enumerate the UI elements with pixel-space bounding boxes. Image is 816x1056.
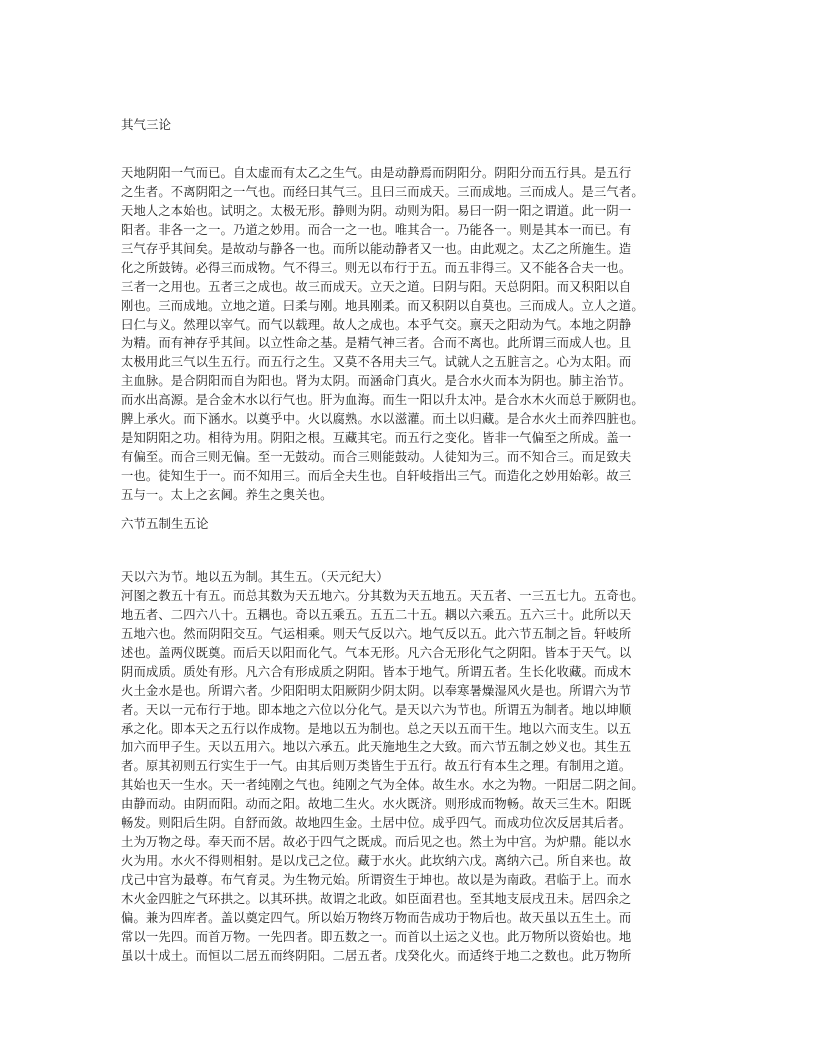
text-line: 阴而成质。质处有形。凡六合有形成质之阴阳。皆本于地气。所谓五者。生长化收藏。而成木 bbox=[121, 664, 632, 679]
text-line: 戊己中宫为最尊。布气育灵。为生物元始。所谓资生于坤也。故以是为南政。君临于上。而水 bbox=[121, 873, 632, 887]
text-line: 偏。兼为四库者。盖以奠定四气。所以始万物终万物而告成功于物后也。故天虽以五生土。而 bbox=[121, 910, 632, 925]
text-line: 者。天以一元布行于地。即本地之六位以分化气。是天以六为节也。所谓五为制者。地以坤顺 bbox=[121, 702, 632, 717]
text-line: 天地阴阳一气而已。自太虚而有太乙之生气。由是动静焉而阴阳分。阴阳分而五行具。是五行 bbox=[121, 166, 632, 180]
text-line: 者。原其初则五行实生于一气。由其后则万类皆生于五行。故五行有本生之理。有制用之道。 bbox=[121, 759, 632, 774]
text-line: 脾上承火。而下涵水。以奠乎中。火以腐熟。水以滋灌。而土以归藏。是合水火土而养四脏也。 bbox=[121, 412, 644, 427]
text-line: 虽以十成土。而恒以二居五而终阴阳。二居五者。戊癸化火。而适终于地二之数也。此万物所 bbox=[121, 948, 632, 963]
text-line: 阳者。非各一之一。乃道之妙用。而合一之一也。唯其合一。乃能各一。则是其本一而已。有 bbox=[121, 222, 632, 237]
text-line: 曰仁与义。然理以宰气。而气以载理。故人之成也。本乎气交。禀天之阳动为气。本地之阴静 bbox=[121, 317, 632, 332]
section-body-liu-jie-wu-zhi bbox=[121, 568, 644, 966]
text-line: 之生者。不离阴阳之一气也。而经曰其气三。且曰三而成天。三而成地。三而成人。是三气者。 bbox=[121, 184, 644, 199]
text-line: 而水出高源。是合金木水以行气也。肝为血海。而生一阳以升太冲。是合水木火而总于厥阴也。 bbox=[121, 393, 644, 408]
text-line: 三者一之用也。五者三之成也。故三而成天。立天之道。曰阴与阳。天总阴阳。而又积阳以自 bbox=[121, 279, 632, 294]
text-line: 其始也天一生水。天一者纯刚之气也。纯刚之气为全体。故生水。水之为物。一阳居二阴之间。 bbox=[121, 778, 644, 793]
text-line: 承之化。即本天之五行以作成物。是地以五为制也。总之天以五而干生。地以六而支生。以五 bbox=[121, 721, 632, 736]
text-line: 常以一先四。而首万物。一先四者。即五数之一。而首以土运之义也。此万物所以资始也。地 bbox=[121, 929, 632, 944]
text-line: 畅发。则阳后生阴。自舒而敛。故地四生金。土居中位。成乎四气。而成功位次反居其后者。 bbox=[121, 816, 632, 831]
text-line: 河图之教五十有五。而总其数为天五地六。分其数为天五地五。天五者、一三五七九。五奇也。 bbox=[121, 588, 644, 603]
section-title-liu-jie-wu-zhi: 六节五制生五论 bbox=[121, 516, 209, 531]
text-line: 三气存乎其间矣。是故动与静各一也。而所以能动静者又一也。由此观之。太乙之所施生。造 bbox=[121, 241, 632, 256]
text-line: 加六而甲子生。天以五用六。地以六承五。此天施地生之大致。而六节五制之妙义也。其生五 bbox=[121, 740, 632, 755]
text-line: 天地人之本始也。试明之。太极无形。静则为阴。动则为阳。易曰一阴一阳之谓道。此一阴一 bbox=[121, 203, 632, 218]
text-line: 火为用。水火不得则相射。是以戊己之位。藏于水火。此坎纳六戊。离纳六己。所自来也。故 bbox=[121, 854, 632, 869]
text-line: 五地六也。然而阴阳交互。气运相乘。则天气反以六。地气反以五。此六节五制之旨。轩岐所 bbox=[121, 626, 632, 641]
section-body-qi-san-lun bbox=[121, 164, 644, 505]
text-line: 地五者、二四六八十。五耦也。奇以五乘五。五五二十五。耦以六乘五。五六三十。此所以天 bbox=[121, 607, 632, 622]
text-line: 由静而动。由阴而阳。动而之阳。故地二生火。水火既济。则形成而物畅。故天三生木。阳既 bbox=[121, 797, 632, 812]
text-line: 太极用此三气以生五行。而五行之生。又莫不各用夫三气。试就人之五脏言之。心为太阳。而 bbox=[121, 355, 632, 370]
text-line: 刚也。三而成地。立地之道。曰柔与刚。地具刚柔。而又积阴以自莫也。三而成人。立人之道。 bbox=[121, 298, 644, 313]
text-line: 化之所鼓铸。必得三而成物。气不得三。则无以布行于五。而五非得三。又不能各合夫一也。 bbox=[121, 260, 632, 275]
text-line: 五与一。太上之玄阃。养生之奥关也。 bbox=[121, 487, 333, 502]
text-line: 是知阴阳之功。相待为用。阴阳之根。互藏其宅。而五行之变化。皆非一气偏至之所成。盖一 bbox=[121, 431, 632, 446]
text-line: 一也。徒知生于一。而不知用三。而后全夫生也。自轩岐指出三气。而造化之妙用始彰。故三 bbox=[121, 469, 632, 483]
text-line: 述也。盖两仪既奠。而后天以阳而化气。气本无形。凡六合无形化气之阴阳。皆本于天气。以 bbox=[121, 645, 632, 660]
text-line: 木火金四脏之气环拱之。以其环拱。故谓之北政。如臣面君也。至其地支辰戌丑未。居四余之 bbox=[121, 891, 632, 906]
text-line: 为精。而有神存乎其间。以立性命之基。是精气神三者。合而不离也。此所谓三而成人也。且 bbox=[121, 336, 632, 351]
text-line: 主血脉。是合阴阳而自为阳也。肾为太阴。而涵命门真火。是合水火而本为阴也。肺主治节。 bbox=[121, 374, 632, 389]
section-title-qi-san-lun: 其气三论 bbox=[121, 117, 172, 132]
text-line: 有偏至。而合三则无偏。至一无鼓动。而合三则能鼓动。人徒知为三。而不知合三。而足致夫 bbox=[121, 450, 632, 465]
text-line: 火土金水是也。所谓六者。少阳阳明太阳厥阴少阴太阴。以奉寒暑燥湿风火是也。所谓六为节 bbox=[121, 683, 632, 698]
text-line: 天以六为节。地以五为制。其生五。（天元纪大） bbox=[121, 570, 389, 584]
text-line: 土为万物之母。奉天而不居。故必于四气之既成。而后见之也。然土为中宫。为炉鼎。能以水 bbox=[121, 835, 632, 850]
